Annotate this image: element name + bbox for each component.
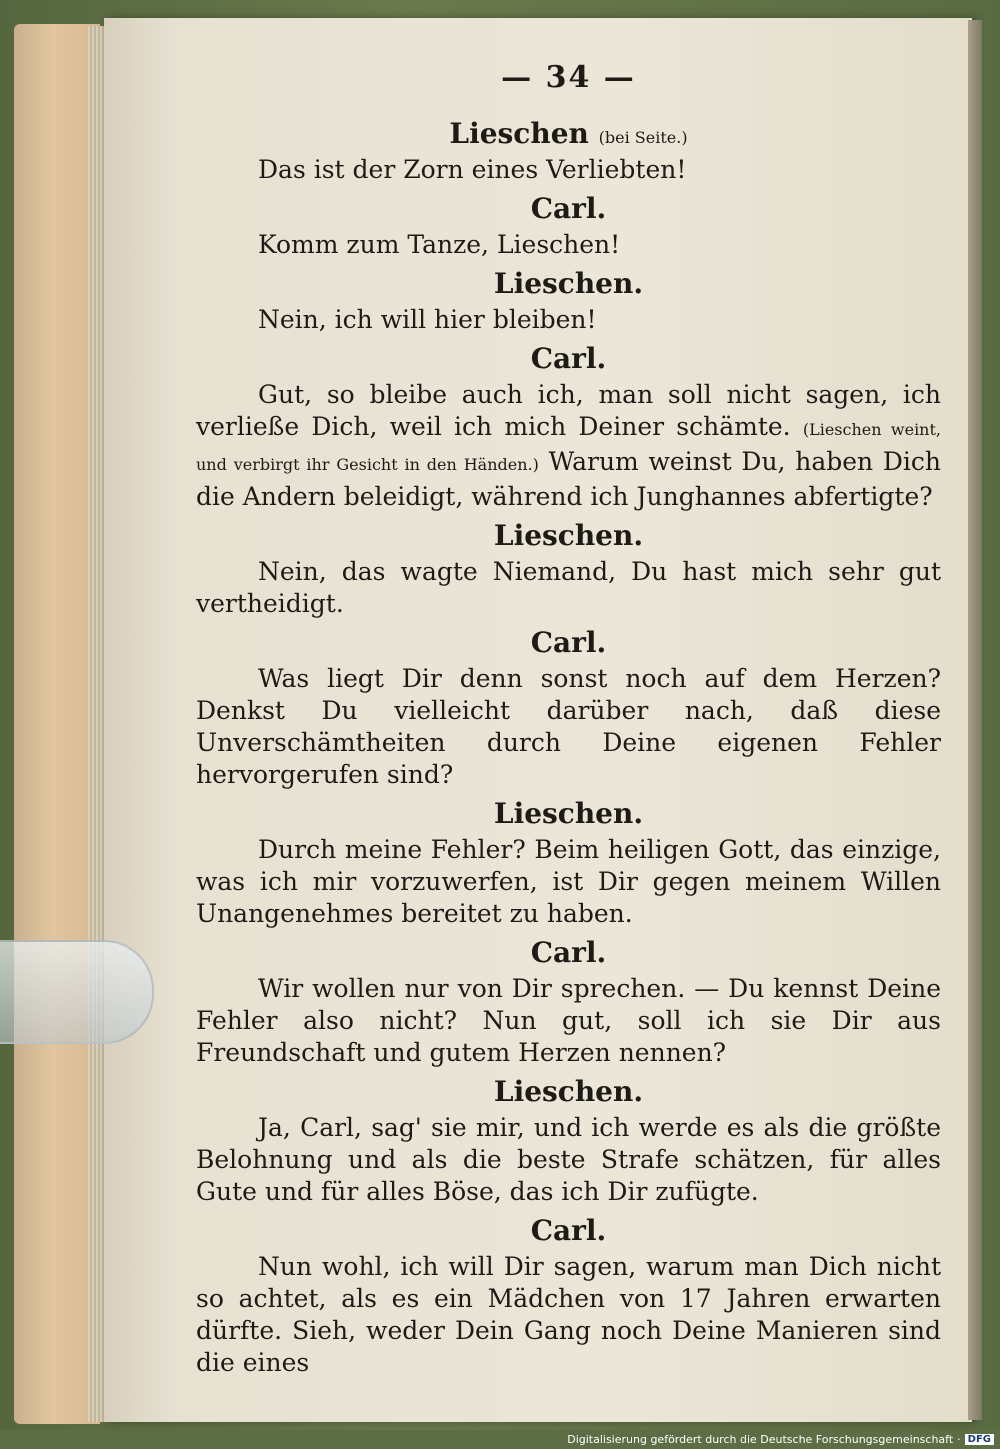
page-number: — 34 —: [501, 60, 636, 95]
dialogue-block: [196, 117, 941, 186]
dialogue-text: Was liegt Dir denn sonst noch auf dem Herzen? Denkst Du vielleicht darüber nach, daß diese Unverschämtheiten durch Deine eigenen Fehler hervorgerufen sind?: [196, 664, 941, 789]
dialogue-paragraph: [196, 379, 941, 513]
dialogue-text: Durch meine Fehler? Beim heiligen Gott, das einzige, was ich mir vorzuwerfen, ist Dir gegen meinem Willen Unangenehmes bereitet zu haben.: [196, 835, 941, 928]
speaker-label: Lieschen: [449, 117, 589, 150]
speaker-name: Carl.: [530, 936, 607, 969]
dialogue-text: Nein, das wagte Niemand, Du hast mich sehr gut vertheidigt.: [196, 557, 941, 618]
speaker-name: Carl.: [530, 626, 607, 659]
speaker-name: [196, 117, 941, 150]
stage-direction: (Lieschen weint, und verbirgt ihr Gesicht in den Händen.): [196, 420, 941, 474]
speaker-name: Lieschen.: [493, 1075, 644, 1108]
dialogue-block: [196, 797, 941, 930]
dialogue-block: [196, 267, 941, 336]
dialogue-text: Nun wohl, ich will Dir sagen, warum man Dich nicht so achtet, als es ein Mädchen von 17 Jahren erwarten dürfte. Sieh, weder Dein Gang noch Deine Manieren sind die eines: [196, 1252, 941, 1377]
dialogue-block: [196, 192, 941, 261]
speaker-name: Carl.: [530, 342, 607, 375]
speaker-name: Lieschen.: [493, 267, 644, 300]
footer-separator: ·: [957, 1432, 961, 1446]
speaker-name: Carl.: [530, 1214, 607, 1247]
speaker-name: Lieschen.: [493, 797, 644, 830]
dialogue-text: Ja, Carl, sag' sie mir, und ich werde es als die größte Belohnung und als die beste Strafe schätzen, für alles Gute und für alles Böse, das ich Dir zufügte.: [196, 1113, 941, 1206]
page-clip: [0, 940, 154, 1044]
dialogue-block: [196, 342, 941, 513]
dialogue-block: [196, 626, 941, 791]
page-content: [196, 60, 941, 1379]
dialogue-block: [196, 1214, 941, 1379]
footer-credit: Digitalisierung gefördert durch die Deutsche Forschungsgemeinschaft: [567, 1432, 954, 1446]
dialogue-text: Gut, so bleibe auch ich, man soll nicht sagen, ich verließe Dich, weil ich mich Deiner schämte.: [196, 380, 941, 441]
dialogue-block: [196, 936, 941, 1069]
page-right-edge: [968, 20, 982, 1420]
dfg-logo-icon: DFG: [965, 1434, 994, 1445]
dialogue-text-continued: Warum weinst Du, haben Dich die Andern beleidigt, während ich Junghannes abfertigte?: [196, 447, 941, 511]
dialogue-block: [196, 519, 941, 620]
dialogue-block: [196, 1075, 941, 1208]
dialogue-text: Nein, ich will hier bleiben!: [258, 305, 597, 334]
stage-direction: (bei Seite.): [598, 128, 688, 147]
speaker-name: Carl.: [530, 192, 607, 225]
dialogue-text: Wir wollen nur von Dir sprechen. — Du kennst Deine Fehler also nicht? Nun gut, soll ich sie Dir aus Freundschaft und gutem Herzen nennen?: [196, 974, 941, 1067]
speaker-name: Lieschen.: [493, 519, 644, 552]
dialogue-text: Das ist der Zorn eines Verliebten!: [258, 155, 687, 184]
digitization-footer: [567, 1431, 994, 1447]
dialogue-text: Komm zum Tanze, Lieschen!: [258, 230, 621, 259]
